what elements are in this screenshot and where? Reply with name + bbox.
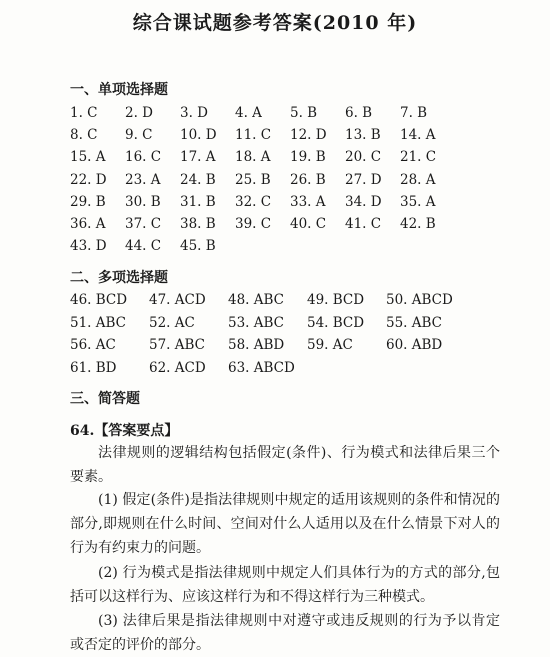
single-choice-answer-item: 6. B (345, 105, 373, 121)
single-choice-answer-item: 32. C (235, 193, 272, 210)
single-choice-answer-item: 13. B (345, 127, 381, 144)
single-choice-answer-item: 9. C (125, 127, 153, 144)
single-choice-answer-item: 38. B (180, 216, 216, 232)
single-choice-answer-item: 7. B (400, 105, 428, 121)
single-choice-answer-item: 41. C (345, 216, 382, 232)
multiple-choice-answer-item: 48. ABC (228, 292, 285, 308)
answer-paragraph-3: (3) 法律后果是指法律规则中对遵守或违反规则的行为予以肯定或否定的评价的部分。 (70, 613, 500, 653)
single-choice-answer-item: 23. A (125, 171, 161, 188)
question-64-label: 64.【答案要点】 (70, 423, 179, 439)
single-choice-answer-item: 26. B (290, 171, 326, 188)
single-choice-answer-item: 2. D (125, 105, 153, 121)
single-choice-answer-item: 31. B (180, 193, 216, 210)
single-choice-answer-item: 39. C (235, 216, 272, 232)
multiple-choice-answer-item: 46. BCD (70, 292, 128, 308)
answer-paragraph-intro: 法律规则的逻辑结构包括假定(条件)、行为模式和法律后果三个要素。 (70, 445, 500, 485)
multiple-choice-answer-item: 59. AC (307, 337, 353, 353)
single-choice-answer-item: 12. D (290, 127, 327, 144)
single-choice-answer-item: 19. B (290, 149, 326, 166)
section-heading-single-choice: 一、单项选择题 (70, 82, 168, 98)
section-heading-multiple-choice: 二、多项选择题 (70, 270, 168, 286)
multiple-choice-answer-item: 54. BCD (307, 314, 365, 331)
single-choice-answer-item: 24. B (180, 171, 216, 188)
single-choice-answer-item: 3. D (180, 105, 208, 121)
single-choice-answer-item: 45. B (180, 238, 216, 255)
answer-paragraph-2: (2) 行为模式是指法律规则中规定人们具体行为的方式的部分,包括可以这样行为、应该这样行为和不得这样行为三种模式。 (70, 565, 500, 605)
single-choice-answer-item: 33. A (290, 193, 326, 210)
single-choice-answer-item: 10. D (180, 127, 217, 144)
single-choice-answer-item: 27. D (345, 171, 382, 188)
single-choice-answer-item: 44. C (125, 238, 162, 255)
single-choice-answer-item: 18. A (235, 149, 271, 166)
section-heading-short-answer: 三、简答题 (70, 391, 140, 407)
single-choice-answer-item: 29. B (70, 193, 106, 210)
single-choice-answer-item: 4. A (235, 105, 262, 121)
single-choice-answer-item: 11. C (235, 127, 272, 144)
multiple-choice-answer-item: 49. BCD (307, 292, 365, 308)
multiple-choice-answer-item: 57. ABC (149, 337, 206, 353)
single-choice-answer-item: 40. C (290, 216, 327, 232)
single-choice-answer-item: 43. D (70, 238, 107, 255)
single-choice-answer-item: 28. A (400, 171, 436, 188)
multiple-choice-answer-item: 52. AC (149, 314, 195, 331)
single-choice-answer-item: 35. A (400, 193, 436, 210)
multiple-choice-answer-item: 47. ACD (149, 292, 206, 308)
single-choice-answer-item: 17. A (180, 149, 216, 166)
single-choice-answer-item: 8. C (70, 127, 98, 144)
multiple-choice-answer-item: 51. ABC (70, 314, 127, 331)
multiple-choice-answer-item: 53. ABC (228, 314, 285, 331)
multiple-choice-answer-item: 60. ABD (386, 337, 443, 353)
single-choice-answer-item: 15. A (70, 149, 106, 166)
single-choice-answer-item: 5. B (290, 105, 318, 121)
single-choice-answer-item: 20. C (345, 149, 382, 166)
single-choice-answer-item: 36. A (70, 216, 106, 232)
single-choice-answer-item: 21. C (400, 149, 437, 166)
multiple-choice-answer-item: 55. ABC (386, 314, 443, 331)
single-choice-answer-item: 22. D (70, 171, 107, 188)
multiple-choice-answer-item: 63. ABCD (228, 359, 295, 376)
page-title: 综合课试题参考答案(2010 年) (132, 12, 418, 34)
single-choice-answer-item: 14. A (400, 127, 436, 144)
single-choice-answer-item: 34. D (345, 193, 382, 210)
multiple-choice-answer-item: 62. ACD (149, 359, 206, 376)
single-choice-answer-item: 25. B (235, 171, 271, 188)
single-choice-answer-item: 42. B (400, 216, 436, 232)
multiple-choice-answer-item: 61. BD (70, 359, 117, 376)
single-choice-answer-item: 16. C (125, 149, 162, 166)
single-choice-answer-item: 37. C (125, 216, 162, 232)
multiple-choice-answer-item: 50. ABCD (386, 292, 453, 308)
single-choice-answer-item: 1. C (70, 105, 98, 121)
multiple-choice-answer-item: 58. ABD (228, 337, 285, 353)
single-choice-answer-item: 30. B (125, 193, 161, 210)
multiple-choice-answer-item: 56. AC (70, 337, 116, 353)
answer-paragraph-1: (1) 假定(条件)是指法律规则中规定的适用该规则的条件和情况的部分,即规则在什么时间、空间对什么人适用以及在什么情景下对人的行为有约束力的问题。 (70, 492, 500, 556)
